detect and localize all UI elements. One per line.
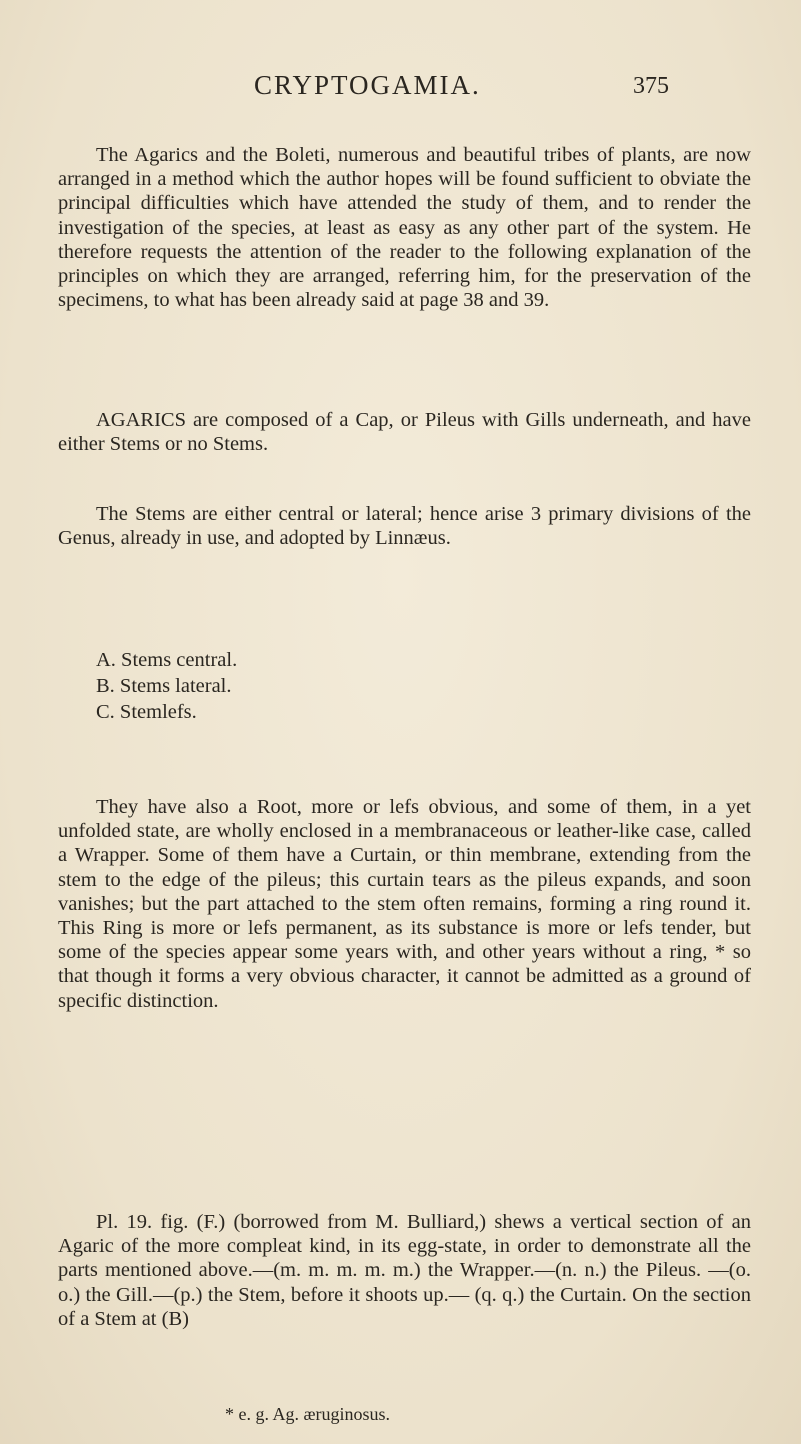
- paragraph-stems: The Stems are either central or lateral; hence arise 3 primary divisions of the Genus, already in use, and adopted by Linnæus.: [58, 503, 751, 550]
- paragraph-plate-reference: Pl. 19. fig. (F.) (borrowed from M. Bulliard,) shews a vertical section of an Agaric of the more compleat kind, in its egg-state, in order to demonstrate all the parts mentioned above.—(m. m. m. m. m.) the Wrapper.—(n. n.) the Pileus. —(o. o.) the Gill.—(p.) the Stem, before it shoots up.— (q. q.) the Curtain. On the section of a Stem at (B): [58, 1211, 751, 1330]
- list-item: A. Stems central.: [96, 649, 238, 671]
- paragraph-agarics: AGARICS are composed of a Cap, or Pileus with Gills underneath, and have either Stems or no Stems.: [58, 409, 751, 456]
- page-title: CRYPTOGAMIA.: [254, 70, 481, 100]
- division-list: [96, 647, 237, 725]
- paragraph-root-wrapper: They have also a Root, more or lefs obvious, and some of them, in a yet unfolded state, are wholly enclosed in a membranaceous or leather-like case, called a Wrapper. Some of them have a Curtain, or thin membrane, extending from the stem to the edge of the pileus; this curtain tears as the pileus expands, and soon vanishes; but the part attached to the stem often remains, forming a ring round it. This Ring is more or lefs permanent, as its substance is more or lefs tender, but some of the species appear some years with, and other years without a ring, * so that though it forms a very obvious character, it cannot be admitted as a ground of specific distinction.: [58, 796, 751, 1012]
- page-number: 375: [633, 73, 669, 99]
- footnote: * e. g. Ag. æruginosus.: [225, 1404, 391, 1424]
- list-item: C. Stemlefs.: [96, 701, 197, 723]
- paragraph-intro: The Agarics and the Boleti, numerous and beautiful tribes of plants, are now arranged in a method which the author hopes will be found sufficient to obviate the principal difficulties which have attended the study of them, and to render the investigation of the species, at least as easy as any other part of the system. He therefore requests the attention of the reader to the following explanation of the principles on which they are arranged, referring him, for the preservation of the specimens, to what has been already said at page 38 and 39.: [58, 144, 751, 312]
- running-head: [0, 70, 801, 110]
- list-item: B. Stems lateral.: [96, 675, 232, 697]
